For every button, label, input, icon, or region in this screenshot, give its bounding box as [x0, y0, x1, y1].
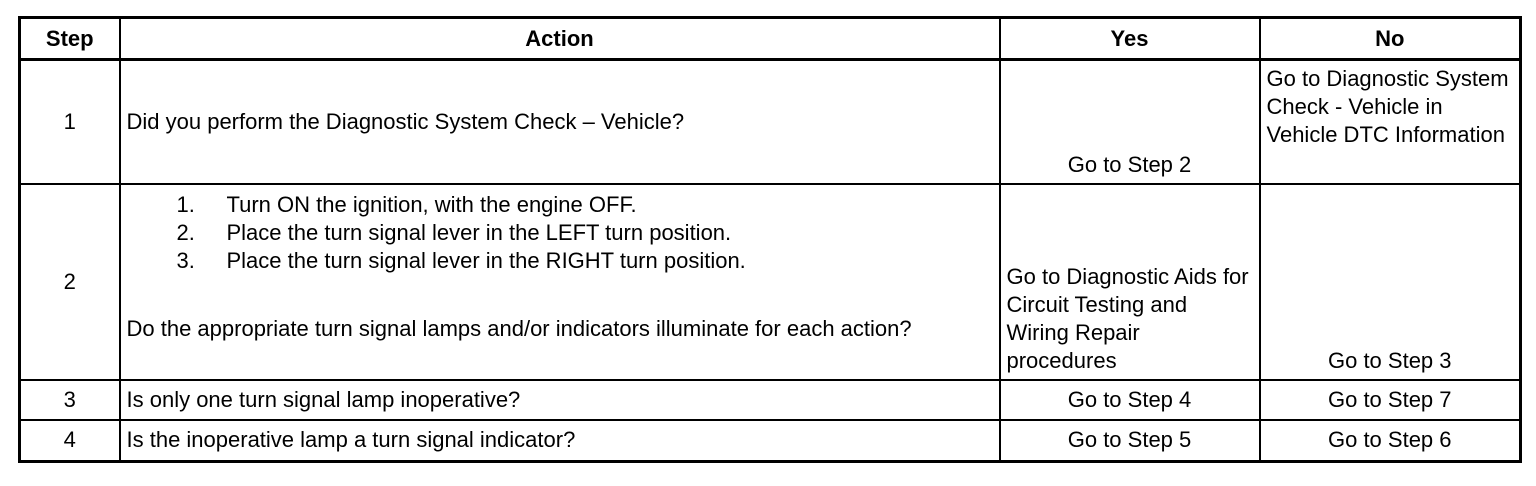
no-result: Go to Diagnostic System Check - Vehicle in Vehicle DTC Information	[1260, 60, 1521, 184]
action-text: Do the appropriate turn signal lamps and/or indicators illuminate for each action?	[126, 315, 912, 341]
list-item	[127, 191, 993, 219]
substep-number: 2.	[176, 219, 195, 245]
substep-text: Place the turn signal lever in the LEFT turn position.	[226, 219, 732, 245]
header-action: Action	[120, 18, 1000, 60]
yes-result: Go to Step 4	[1000, 380, 1260, 420]
diagnostic-table	[18, 16, 1522, 463]
substep-number: 1.	[176, 191, 195, 217]
list-item	[127, 219, 993, 247]
header-row	[20, 18, 1521, 60]
substep-list	[127, 191, 993, 275]
substep-number: 3.	[176, 247, 195, 273]
substep-text: Turn ON the ignition, with the engine OFF.	[226, 191, 637, 217]
table-row	[20, 380, 1521, 420]
list-item	[127, 247, 993, 275]
action-cell	[120, 184, 1000, 380]
table-row	[20, 420, 1521, 462]
action-text: Did you perform the Diagnostic System Check – Vehicle?	[120, 60, 1000, 184]
header-no: No	[1260, 18, 1521, 60]
action-text: Is only one turn signal lamp inoperative?	[120, 380, 1000, 420]
table-row	[20, 184, 1521, 380]
table-row	[20, 60, 1521, 184]
step-number: 4	[20, 420, 120, 462]
header-yes: Yes	[1000, 18, 1260, 60]
substep-text: Place the turn signal lever in the RIGHT turn position.	[226, 247, 746, 273]
no-result: Go to Step 3	[1260, 184, 1521, 380]
yes-result: Go to Diagnostic Aids for Circuit Testing and Wiring Repair procedures	[1000, 184, 1260, 380]
action-text: Is the inoperative lamp a turn signal indicator?	[120, 420, 1000, 462]
step-number: 3	[20, 380, 120, 420]
no-result: Go to Step 6	[1260, 420, 1521, 462]
yes-result: Go to Step 5	[1000, 420, 1260, 462]
step-number: 2	[20, 184, 120, 380]
yes-result: Go to Step 2	[1000, 60, 1260, 184]
step-number: 1	[20, 60, 120, 184]
no-result: Go to Step 7	[1260, 380, 1521, 420]
header-step: Step	[20, 18, 120, 60]
